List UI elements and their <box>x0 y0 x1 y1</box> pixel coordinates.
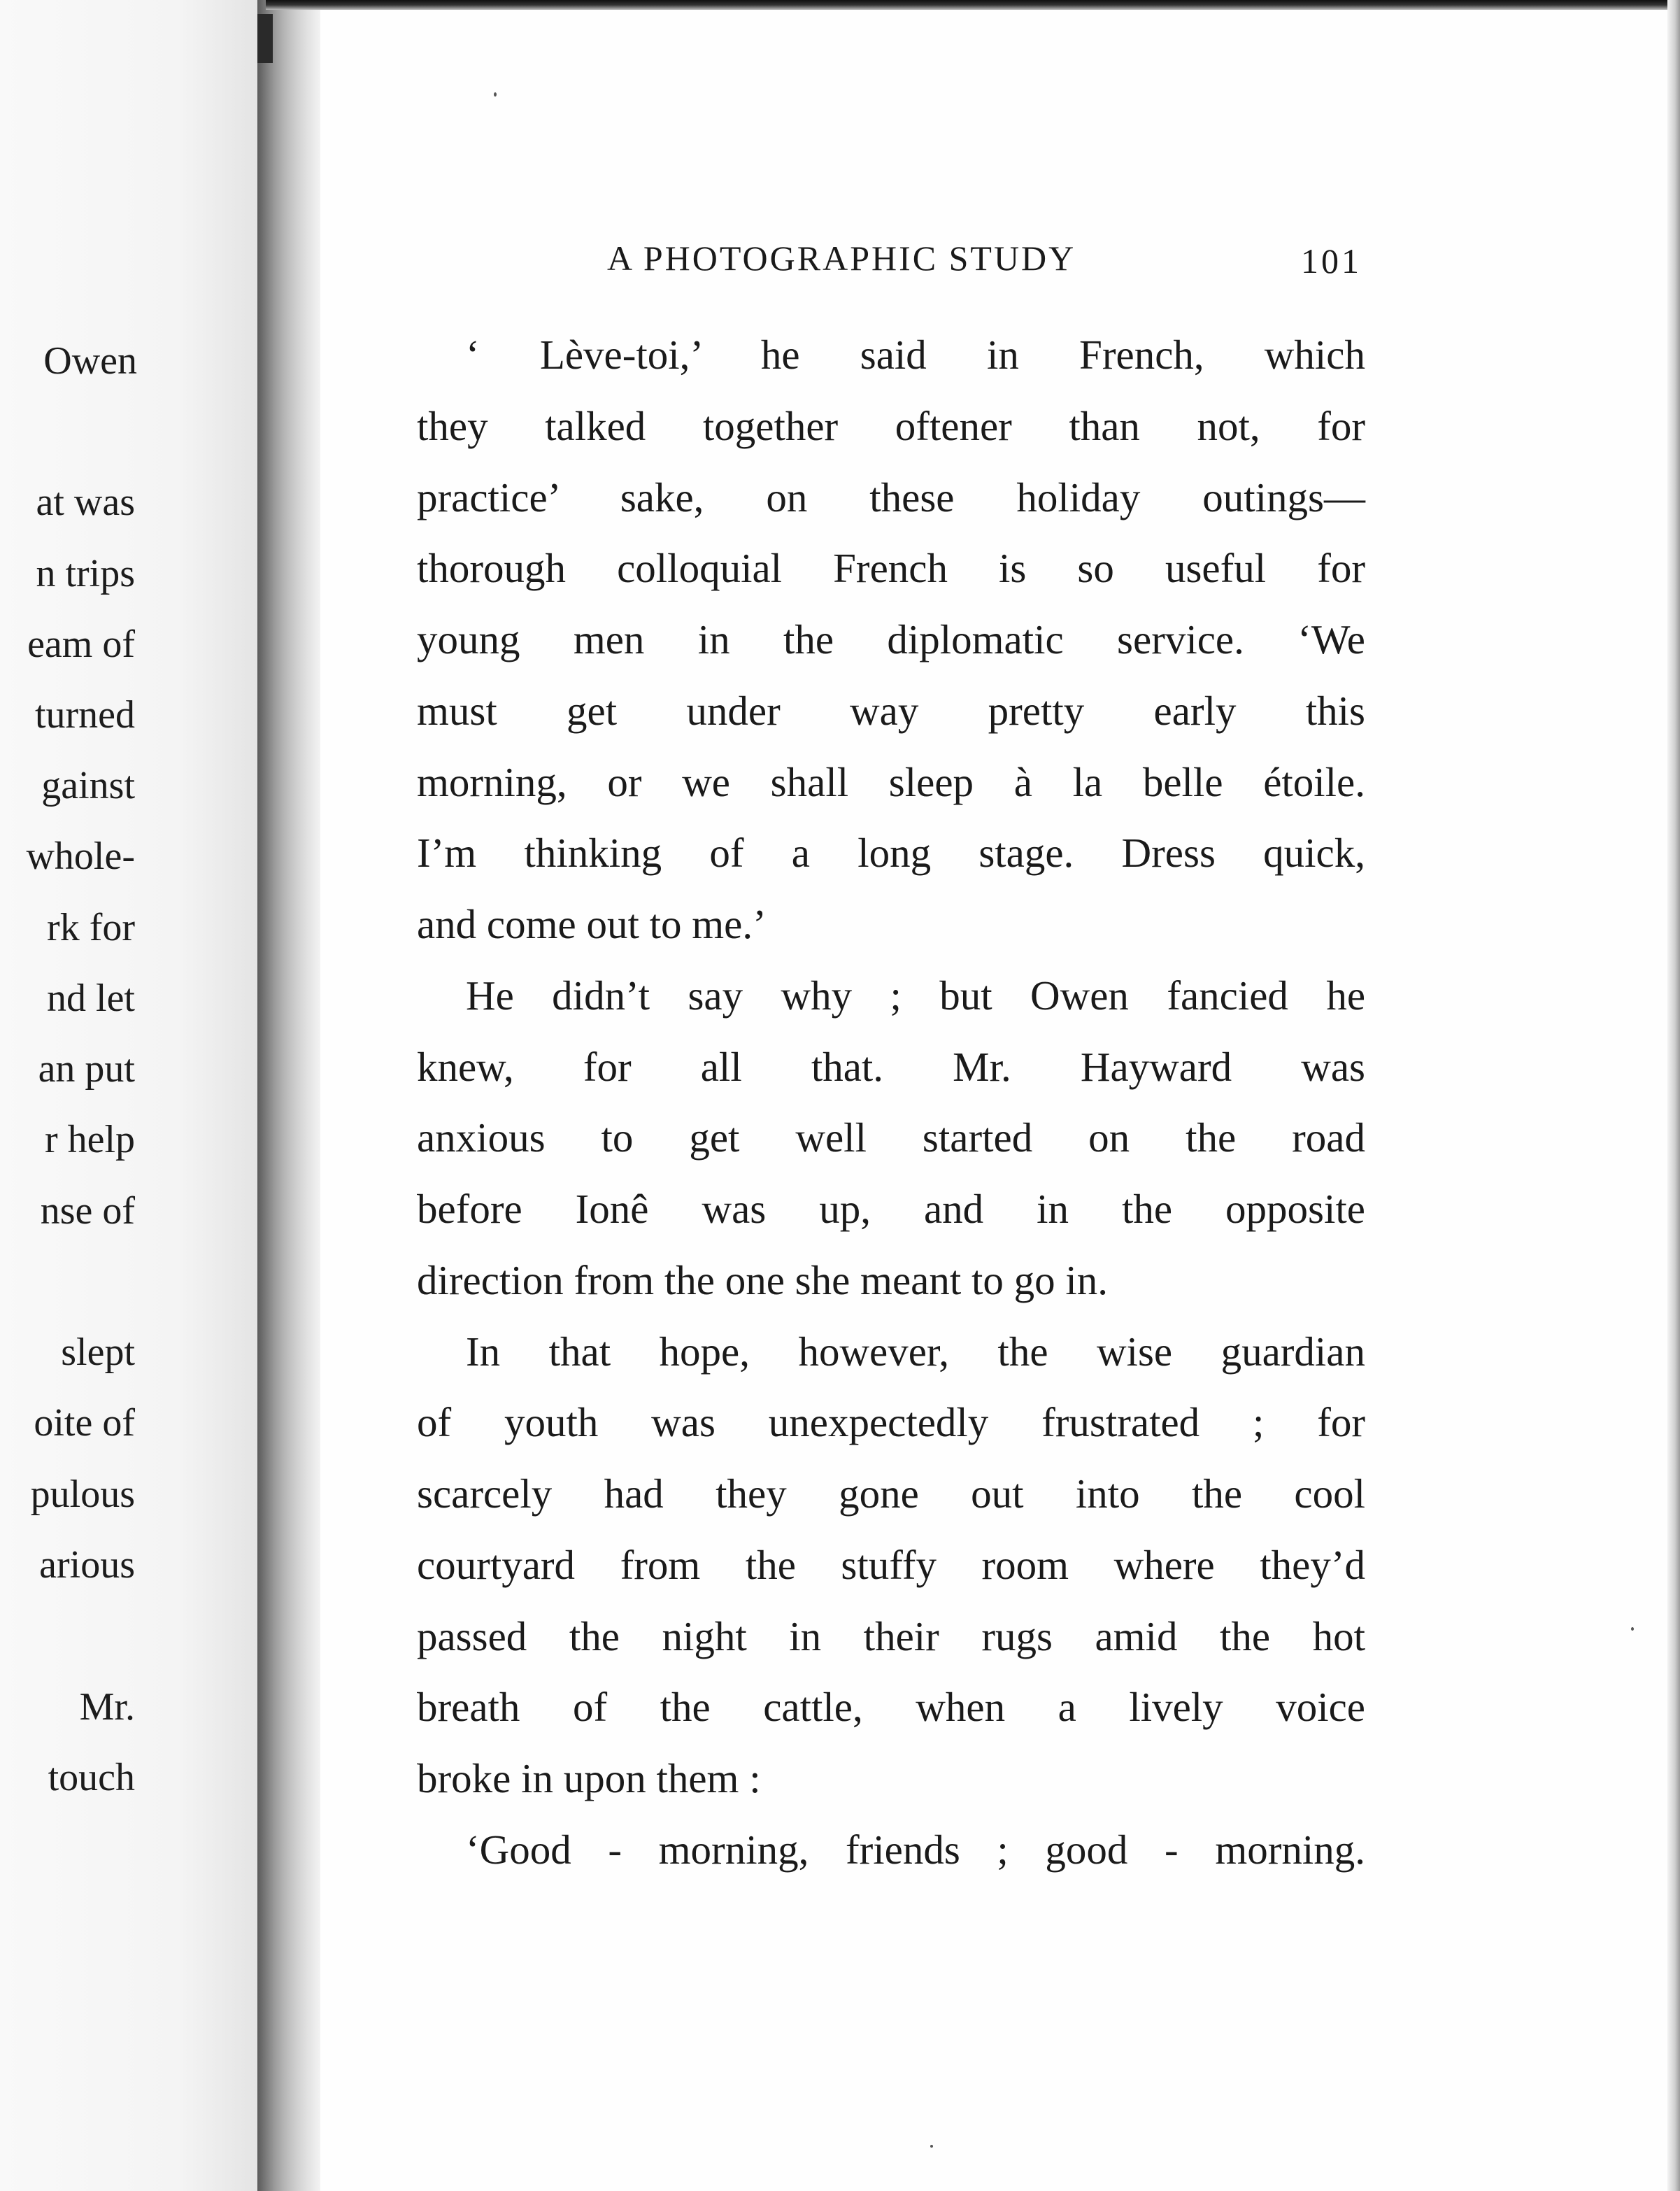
scan-speck <box>1631 1627 1634 1631</box>
text-line: thorough colloquial French is so useful for <box>417 545 1365 591</box>
left-page-line: arious <box>39 1543 135 1587</box>
page-number: 101 <box>1301 241 1362 281</box>
text-line: direction from the one she meant to go in. <box>417 1257 1108 1303</box>
text-line: passed the night in their rugs amid the hot <box>417 1613 1365 1659</box>
page-right-edge <box>1667 0 1680 2191</box>
book-gutter <box>257 0 320 2191</box>
left-page-line: oite of <box>34 1401 135 1445</box>
text-line: of youth was unexpectedly frustrated ; for <box>417 1399 1365 1445</box>
text-line: and come out to me.’ <box>417 901 767 947</box>
text-line: young men in the diplomatic service. ‘We <box>417 616 1365 662</box>
text-line: before Ionê was up, and in the opposite <box>417 1186 1365 1232</box>
text-line: ‘Good - morning, friends ; good - morning. <box>466 1827 1365 1873</box>
text-line: He didn’t say why ; but Owen fancied he <box>466 972 1365 1019</box>
left-page-line: r help <box>44 1118 135 1161</box>
text-line: I’m thinking of a long stage. Dress quick, <box>417 830 1365 876</box>
scan-speck <box>494 92 497 97</box>
binding-shadow <box>257 14 273 63</box>
left-page-line: touch <box>48 1756 135 1799</box>
text-line: scarcely had they gone out into the cool <box>417 1470 1365 1517</box>
text-line: breath of the cattle, when a lively voice <box>417 1684 1365 1730</box>
text-line: knew, for all that. Mr. Hayward was <box>417 1044 1365 1090</box>
left-page-line: Mr. <box>79 1685 135 1729</box>
left-page-line: turned <box>34 693 135 737</box>
left-page-line: gainst <box>41 764 135 807</box>
text-line: In that hope, however, the wise guardian <box>466 1328 1365 1375</box>
text-line: broke in upon them : <box>417 1755 761 1801</box>
left-page-line: at was <box>36 481 135 524</box>
left-page-line: pulous <box>30 1473 135 1516</box>
text-line: morning, or we shall sleep à la belle étoile. <box>417 759 1365 805</box>
text-line: they talked together oftener than not, for <box>417 403 1365 449</box>
left-page-line: nd let <box>47 977 135 1020</box>
left-page-line: nse of <box>40 1189 135 1233</box>
text-line: ‘ Lève-toi,’ he said in French, which <box>466 332 1365 378</box>
left-page-line: n trips <box>36 552 135 595</box>
left-page-line: whole- <box>26 835 135 878</box>
page-top-edge <box>266 0 1680 10</box>
left-facing-page <box>0 0 257 2191</box>
left-page-line: rk for <box>47 906 135 949</box>
text-line: anxious to get well started on the road <box>417 1114 1365 1161</box>
left-page-line: slept <box>61 1331 135 1374</box>
text-line: practice’ sake, on these holiday outings— <box>417 474 1365 520</box>
left-page-line: an put <box>38 1047 135 1091</box>
text-line: must get under way pretty early this <box>417 688 1365 734</box>
running-header: A PHOTOGRAPHIC STUDY <box>607 239 1076 278</box>
text-line: courtyard from the stuffy room where they’d <box>417 1542 1365 1588</box>
left-page-line: eam of <box>27 623 135 666</box>
scan-speck <box>930 2145 933 2148</box>
left-page-line: Owen <box>43 339 137 383</box>
